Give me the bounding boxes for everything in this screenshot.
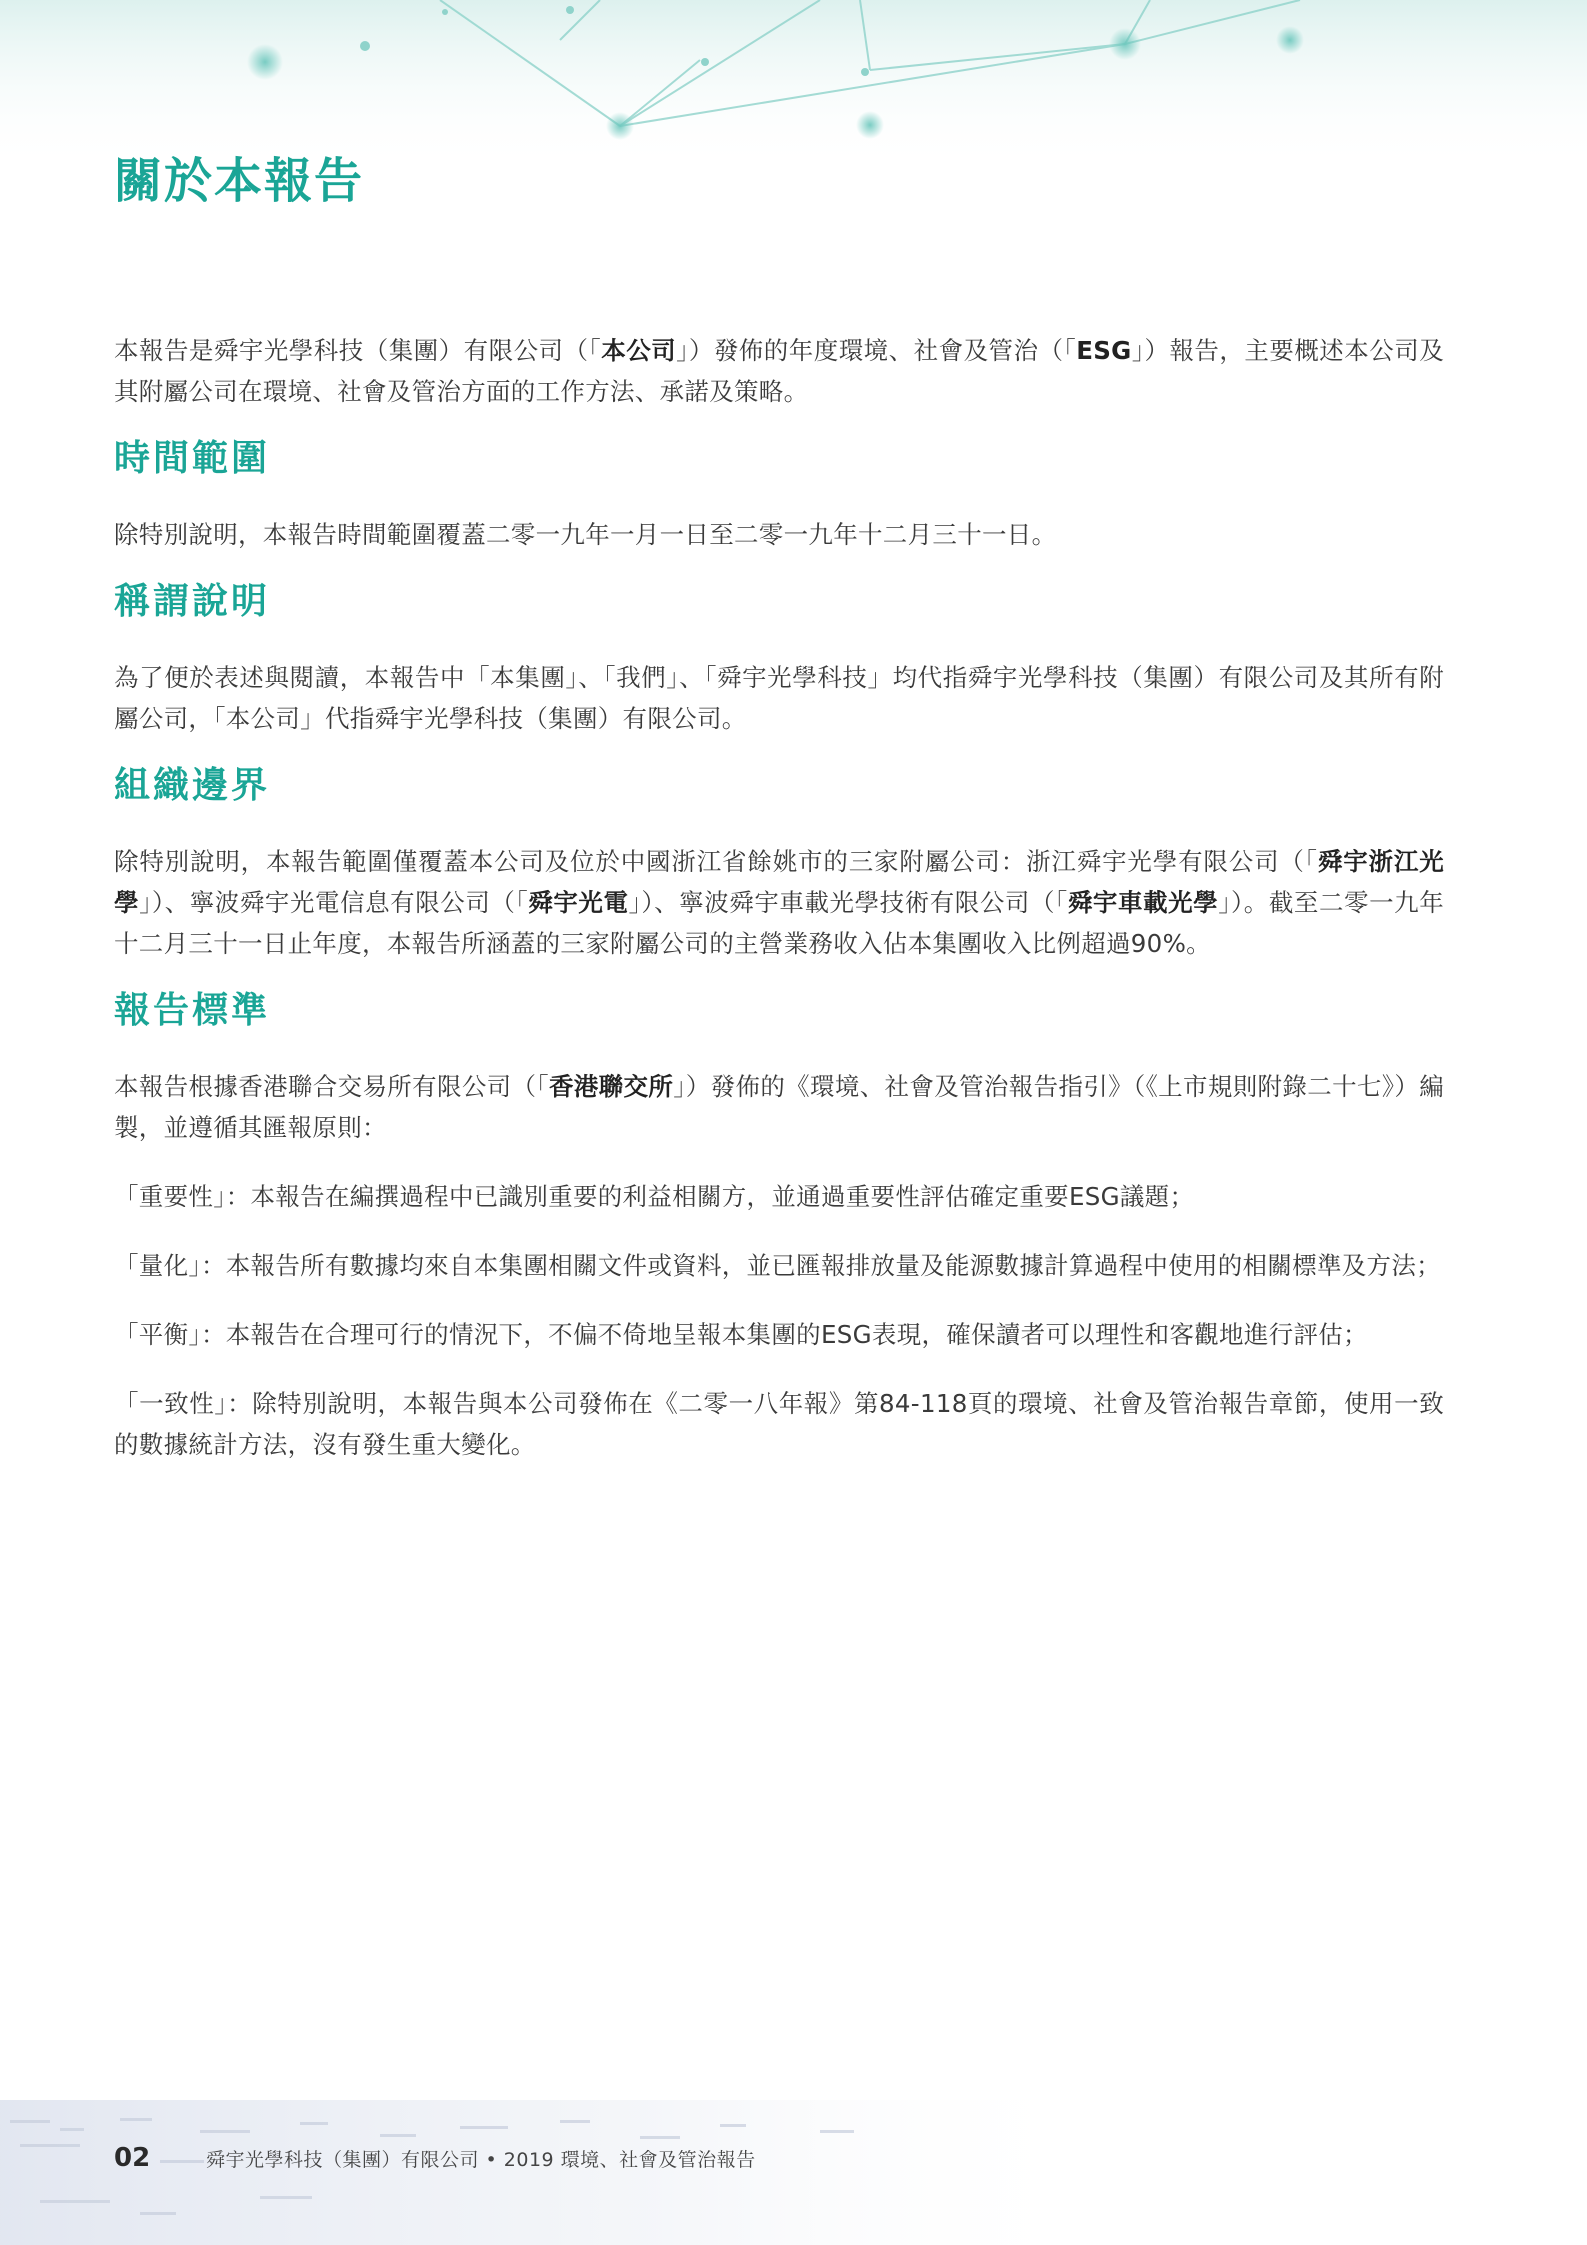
principle-quantitative: 「量化」：本報告所有數據均來自本集團相關文件或資料，並已匯報排放量及能源數據計算過程中使用的相關標準及方法；: [114, 1251, 1441, 1280]
section-heading-period: 時間範圍: [114, 438, 271, 479]
report-body: [114, 330, 1444, 1465]
boundary-paragraph: 除特別說明，本報告範圍僅覆蓋本公司及位於中國浙江省餘姚市的三家附屬公司：浙江舜宇光學有限公司（「舜宇浙江光學」）、寧波舜宇光電信息有限公司（「舜宇光電」）、寧波舜宇車載光學技術有限公司（「舜宇車載光學」）。截至二零一九年十二月三十一日止年度，本報告所涵蓋的三家附屬公司的主營業務收入佔本集團收入比例超過90%。: [114, 847, 1445, 958]
standard-paragraph: 本報告根據香港聯合交易所有限公司（「香港聯交所」）發佈的《環境、社會及管治報告指引》（《上市規則附錄二十七》）編製，並遵循其匯報原則：: [114, 1072, 1445, 1142]
page-number: 02: [114, 2143, 151, 2173]
page-title: 關於本報告: [114, 153, 365, 209]
intro-paragraph: 本報告是舜宇光學科技（集團）有限公司（「本公司」）發佈的年度環境、社會及管治（「ESG」）報告，主要概述本公司及其附屬公司在環境、社會及管治方面的工作方法、承諾及策略。: [114, 336, 1444, 406]
footer-report-title: 舜宇光學科技（集團）有限公司 • 2019 環境、社會及管治報告: [206, 2149, 756, 2171]
period-paragraph: 除特別說明，本報告時間範圍覆蓋二零一九年一月一日至二零一九年十二月三十一日。: [114, 520, 1057, 549]
section-heading-boundary: 組織邊界: [114, 765, 271, 806]
principle-materiality: 「重要性」：本報告在編撰過程中已識別重要的利益相關方，並通過重要性評估確定重要ESG議題；: [114, 1182, 1195, 1211]
principle-consistency: 「一致性」：除特別說明，本報告與本公司發佈在《二零一八年報》第84-118頁的環境、社會及管治報告章節，使用一致的數據統計方法，沒有發生重大變化。: [114, 1389, 1444, 1459]
section-heading-terms: 稱謂說明: [114, 581, 271, 622]
page-footer: [114, 2143, 756, 2173]
terms-paragraph: 為了便於表述與閱讀，本報告中「本集團」、「我們」、「舜宇光學科技」均代指舜宇光學科技（集團）有限公司及其所有附屬公司，「本公司」代指舜宇光學科技（集團）有限公司。: [114, 663, 1444, 733]
principle-balance: 「平衡」：本報告在合理可行的情況下，不偏不倚地呈報本集團的ESG表現，確保讀者可以理性和客觀地進行評估；: [114, 1320, 1368, 1349]
section-heading-standard: 報告標準: [114, 990, 271, 1031]
